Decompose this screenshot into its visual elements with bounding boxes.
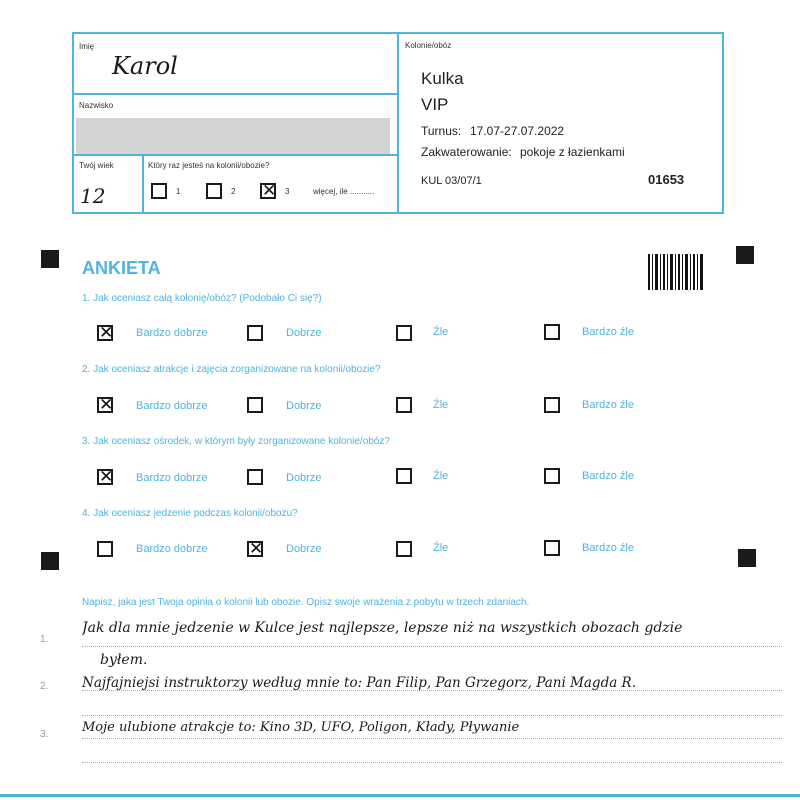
q3-option-dobrze: Dobrze (286, 472, 322, 484)
line-number-3: 3. (40, 729, 49, 740)
q3-option-bardzo-zle: Bardzo źle (582, 470, 634, 482)
opinion-line-1-continued: byłem. (100, 652, 148, 668)
header-divider-name (72, 93, 398, 95)
dotted-line-3b (82, 762, 782, 763)
q4-option-dobrze: Dobrze (286, 543, 322, 555)
surname-label: Nazwisko (79, 101, 114, 110)
q2-checkbox-bardzo-dobrze[interactable] (97, 397, 113, 413)
q4-checkbox-bardzo-dobrze[interactable] (97, 541, 113, 557)
q4-checkbox-dobrze[interactable] (247, 541, 263, 557)
question-3: 3. Jak oceniasz ośrodek, w którym były zorganizowane kolonie/obóz? (82, 436, 390, 447)
dotted-line-2 (82, 690, 782, 691)
survey-title: ANKIETA (82, 258, 161, 278)
q2-checkbox-zle[interactable] (396, 397, 412, 413)
bottom-border (0, 794, 800, 797)
q2-option-bardzo-dobrze: Bardzo dobrze (136, 400, 208, 412)
name-label: Imię (79, 42, 95, 51)
camp-name: Kulka (421, 69, 464, 88)
q1-option-zle: Źle (433, 326, 449, 338)
camp-type: VIP (421, 95, 449, 114)
registration-marker-top-left (41, 250, 59, 268)
camp-label: Kolonie/obóz (405, 41, 452, 50)
header-divider-age (142, 154, 144, 214)
dotted-line-2b (82, 715, 782, 716)
q1-option-bardzo-zle: Bardzo źle (582, 326, 634, 338)
times-option-2: 2 (231, 187, 236, 196)
times-checkbox-3[interactable] (260, 183, 276, 199)
question-2: 2. Jak oceniasz atrakcje i zajęcia zorganizowane na kolonii/obozie? (82, 364, 381, 375)
line-number-1: 1. (40, 634, 49, 645)
q2-option-dobrze: Dobrze (286, 400, 322, 412)
q2-checkbox-bardzo-zle[interactable] (544, 397, 560, 413)
barcode-icon (648, 254, 704, 290)
times-option-more: więcej, ile ........... (313, 187, 375, 196)
dotted-line-3 (82, 738, 782, 739)
q3-checkbox-zle[interactable] (396, 468, 412, 484)
times-checkbox-2[interactable] (206, 183, 222, 199)
turnus-value: 17.07-27.07.2022 (470, 124, 565, 138)
q2-option-bardzo-zle: Bardzo źle (582, 399, 634, 411)
q3-checkbox-bardzo-dobrze[interactable] (97, 469, 113, 485)
q2-checkbox-dobrze[interactable] (247, 397, 263, 413)
q1-checkbox-bardzo-dobrze[interactable] (97, 325, 113, 341)
accommodation-value: pokoje z łazienkami (520, 145, 625, 159)
form-number: 01653 (648, 172, 685, 187)
check-mark: ✕ (99, 323, 114, 343)
q3-option-bardzo-dobrze: Bardzo dobrze (136, 472, 208, 484)
header-divider-vertical (397, 32, 399, 214)
line-number-2: 2. (40, 681, 49, 692)
times-option-3: 3 (285, 187, 290, 196)
accommodation-label: Zakwaterowanie: (421, 145, 512, 159)
q4-option-bardzo-zle: Bardzo źle (582, 542, 634, 554)
opinion-line-3: Moje ulubione atrakcje to: Kino 3D, UFO, Poligon, Kłady, Pływanie (82, 720, 520, 735)
q3-checkbox-bardzo-zle[interactable] (544, 468, 560, 484)
question-4: 4. Jak oceniasz jedzenie podczas kolonii/obozu? (82, 508, 298, 519)
registration-marker-bottom-right (738, 549, 756, 567)
q1-checkbox-bardzo-zle[interactable] (544, 324, 560, 340)
q4-checkbox-bardzo-zle[interactable] (544, 540, 560, 556)
check-mark: ✕ (262, 181, 277, 201)
age-value: 12 (80, 184, 106, 208)
times-label: Który raz jesteś na kolonii/obozie? (148, 161, 270, 170)
registration-marker-bottom-left (41, 552, 59, 570)
age-label: Twój wiek (79, 161, 114, 170)
q4-option-bardzo-dobrze: Bardzo dobrze (136, 543, 208, 555)
dotted-line-1 (82, 646, 782, 647)
q4-checkbox-zle[interactable] (396, 541, 412, 557)
opinion-line-1: Jak dla mnie jedzenie w Kulce jest najlepsze, lepsze niż na wszystkich obozach gdzie (82, 620, 683, 636)
opinion-line-2: Najfajniejsi instruktorzy według mnie to: Pan Filip, Pan Grzegorz, Pani Magda R. (82, 675, 637, 691)
q1-option-bardzo-dobrze: Bardzo dobrze (136, 327, 208, 339)
turnus-label: Turnus: (421, 124, 462, 138)
q1-checkbox-dobrze[interactable] (247, 325, 263, 341)
check-mark: ✕ (99, 467, 114, 487)
opinion-prompt: Napisz, jaka jest Twoja opinia o kolonii lub obozie. Opisz swoje wrażenia z pobytu w trzech zdaniach. (82, 597, 530, 608)
times-checkbox-1[interactable] (151, 183, 167, 199)
question-1: 1. Jak oceniasz całą kolonię/obóz? (Podobało Ci się?) (82, 293, 322, 304)
q4-option-zle: Źle (433, 542, 449, 554)
q3-checkbox-dobrze[interactable] (247, 469, 263, 485)
header-divider-surname (72, 154, 398, 156)
times-option-1: 1 (176, 187, 181, 196)
q3-option-zle: Źle (433, 470, 449, 482)
q2-option-zle: Źle (433, 399, 449, 411)
camp-code: KUL 03/07/1 (421, 175, 482, 187)
name-value: Karol (112, 52, 178, 80)
check-mark: ✕ (99, 395, 114, 415)
check-mark: ✕ (249, 539, 264, 559)
surname-redaction (76, 118, 390, 154)
registration-marker-top-right (736, 246, 754, 264)
q1-option-dobrze: Dobrze (286, 327, 322, 339)
q1-checkbox-zle[interactable] (396, 325, 412, 341)
